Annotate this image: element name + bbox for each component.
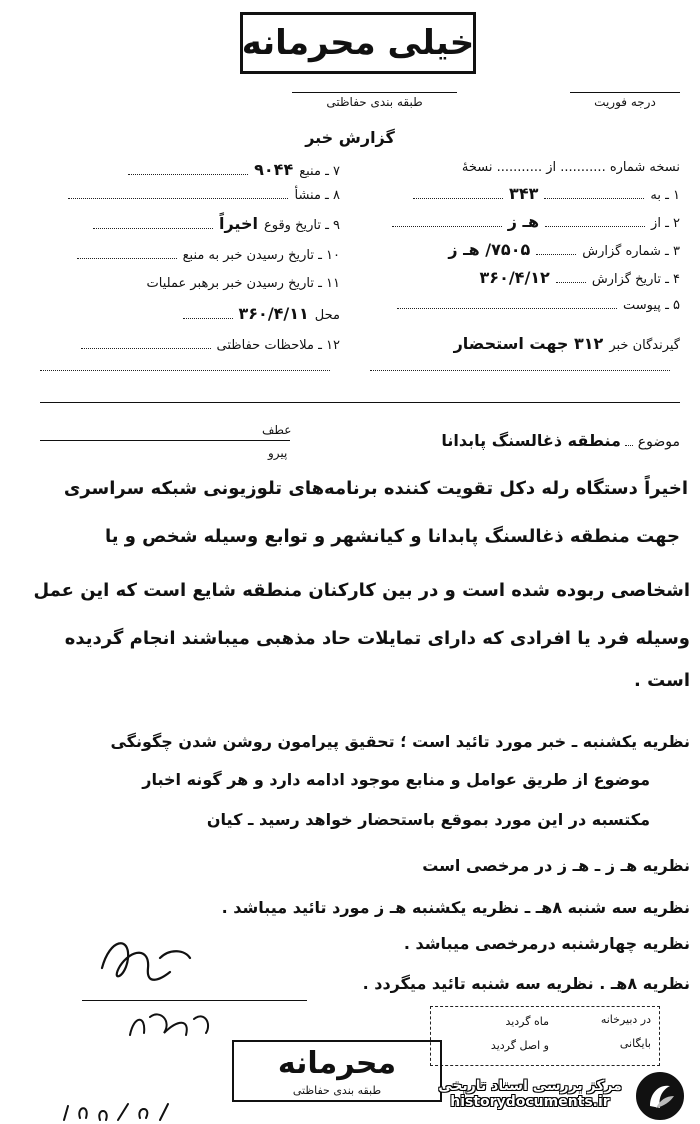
note-line-2: موضوع از طریق عوامل و منابع موجود ادامه دارد و هر گونه اخبار [142,770,650,789]
recipients-blank-line [370,370,670,371]
to-field: ۱ ـ به ۳۴۳ [413,184,680,203]
body-line-3: اشخاصی ربوده شده است و در بین کارکنان منطقه شایع است که این عمل [33,580,690,601]
handwritten-initials [120,1005,215,1045]
recipients-field: گیرندگان خبر ۳۱۲ جهت استحضار [453,334,680,353]
reference-divider [40,440,290,441]
registration-stamp [430,1006,660,1066]
registration-line-3: ماه گردید [505,1015,549,1028]
watermark [430,1078,630,1110]
report-number-field: ۳ ـ شماره گزارش ۷۵۰۵/ هـ ز [448,240,680,259]
watermark-name: مرکز بررسی اسناد تاریخی [438,1078,622,1094]
body-line-1: اخیراً دستگاه رله دکل تقویت کننده برنامه‌های تلوزیونی شبکه سراسری [63,478,688,499]
classification-stamp-bottom-label: طبقه بندی حفاظتی [292,1084,382,1097]
security-notes-field: ۱۲ ـ ملاحظات حفاظتی [40,338,340,353]
registration-line-1: در دبیرخانه [600,1013,651,1026]
classification-stamp-bottom-text: محرمانه [277,1046,397,1081]
received-by-ops-field: ۱۱ ـ تاریخ رسیدن خبر برهبر عملیات [146,276,340,291]
report-title: گزارش خبر [305,128,395,147]
note-line-1: نظریه یکشنبه ـ خبر مورد تائید است ؛ تحقیق پیرامون روشن شدن چگونگی [110,732,690,751]
classification-stamp-bottom [232,1040,442,1102]
note-line-7: نظریه ۸هـ . نظریه سه شنبه تائید میگردد . [362,974,690,993]
body-line-5: است . [633,670,690,691]
watermark-url: historydocuments.ir [450,1094,610,1110]
subject-label: موضوع [637,434,680,450]
reference-peyro-label: پیرو [268,446,288,460]
section-divider [40,402,680,403]
event-date-field: ۹ ـ تاریخ وقوع اخیراً [40,214,340,233]
source-field: ۷ ـ منبع ۹۰۴۴ [40,160,340,179]
classification-stamp-text: خیلی محرمانه [241,23,475,63]
security-notes-blank-line [40,370,330,371]
origin-field: ۸ ـ منشأ [40,188,340,203]
subject-value: منطقه ذغالسنگ پابدانا [441,431,621,450]
handwritten-signature [90,928,200,994]
subject-line [300,431,680,450]
classification-stamp-top [240,12,476,74]
body-line-4: وسیله فرد یا افرادی که دارای تمایلات حاد مذهبی میباشند انجام گردیده [64,628,690,649]
place-field: محل ۳۶۰/۴/۱۱ [40,304,340,323]
copy-number-field: نسخه شماره ........... از ........... نسخهٔ [461,160,680,175]
note-line-4: نظریه هـ ز ـ هـ ز در مرخصی است [422,856,690,875]
handwritten-number-bottom [56,1098,196,1123]
security-classification-label: طبقه بندی حفاظتی [292,92,457,109]
note-line-6: نظریه چهارشنبه درمرخصی میباشد . [403,934,690,953]
registration-line-4: و اصل گردید [490,1039,549,1052]
body-line-2: جهت منطقه ذغالسنگ پابدانا و کیانشهر و توابع وسیله شخص و یا [104,526,680,547]
attachment-field: ۵ ـ پیوست [397,298,680,313]
watermark-logo-icon [634,1070,686,1122]
registration-line-2: بایگانی [619,1037,651,1050]
signature-rule [82,1000,307,1001]
note-line-5: نظریه سه شنبه ۸هـ ـ نظریه یکشنبه هـ ز مورد تائید میباشد . [221,898,690,917]
reference-atf-label: عطف [262,423,292,437]
note-line-3: مکتسبه در این مورد بموقع باستحضار خواهد رسید ـ کیان [206,810,650,829]
received-by-source-field: ۱۰ ـ تاریخ رسیدن خبر به منبع [40,248,340,263]
report-date-field: ۴ ـ تاریخ گزارش ۳۶۰/۴/۱۲ [479,268,680,287]
from-field: ۲ ـ از هـ ز [392,212,680,231]
urgency-label: درجه فوریت [570,92,680,109]
